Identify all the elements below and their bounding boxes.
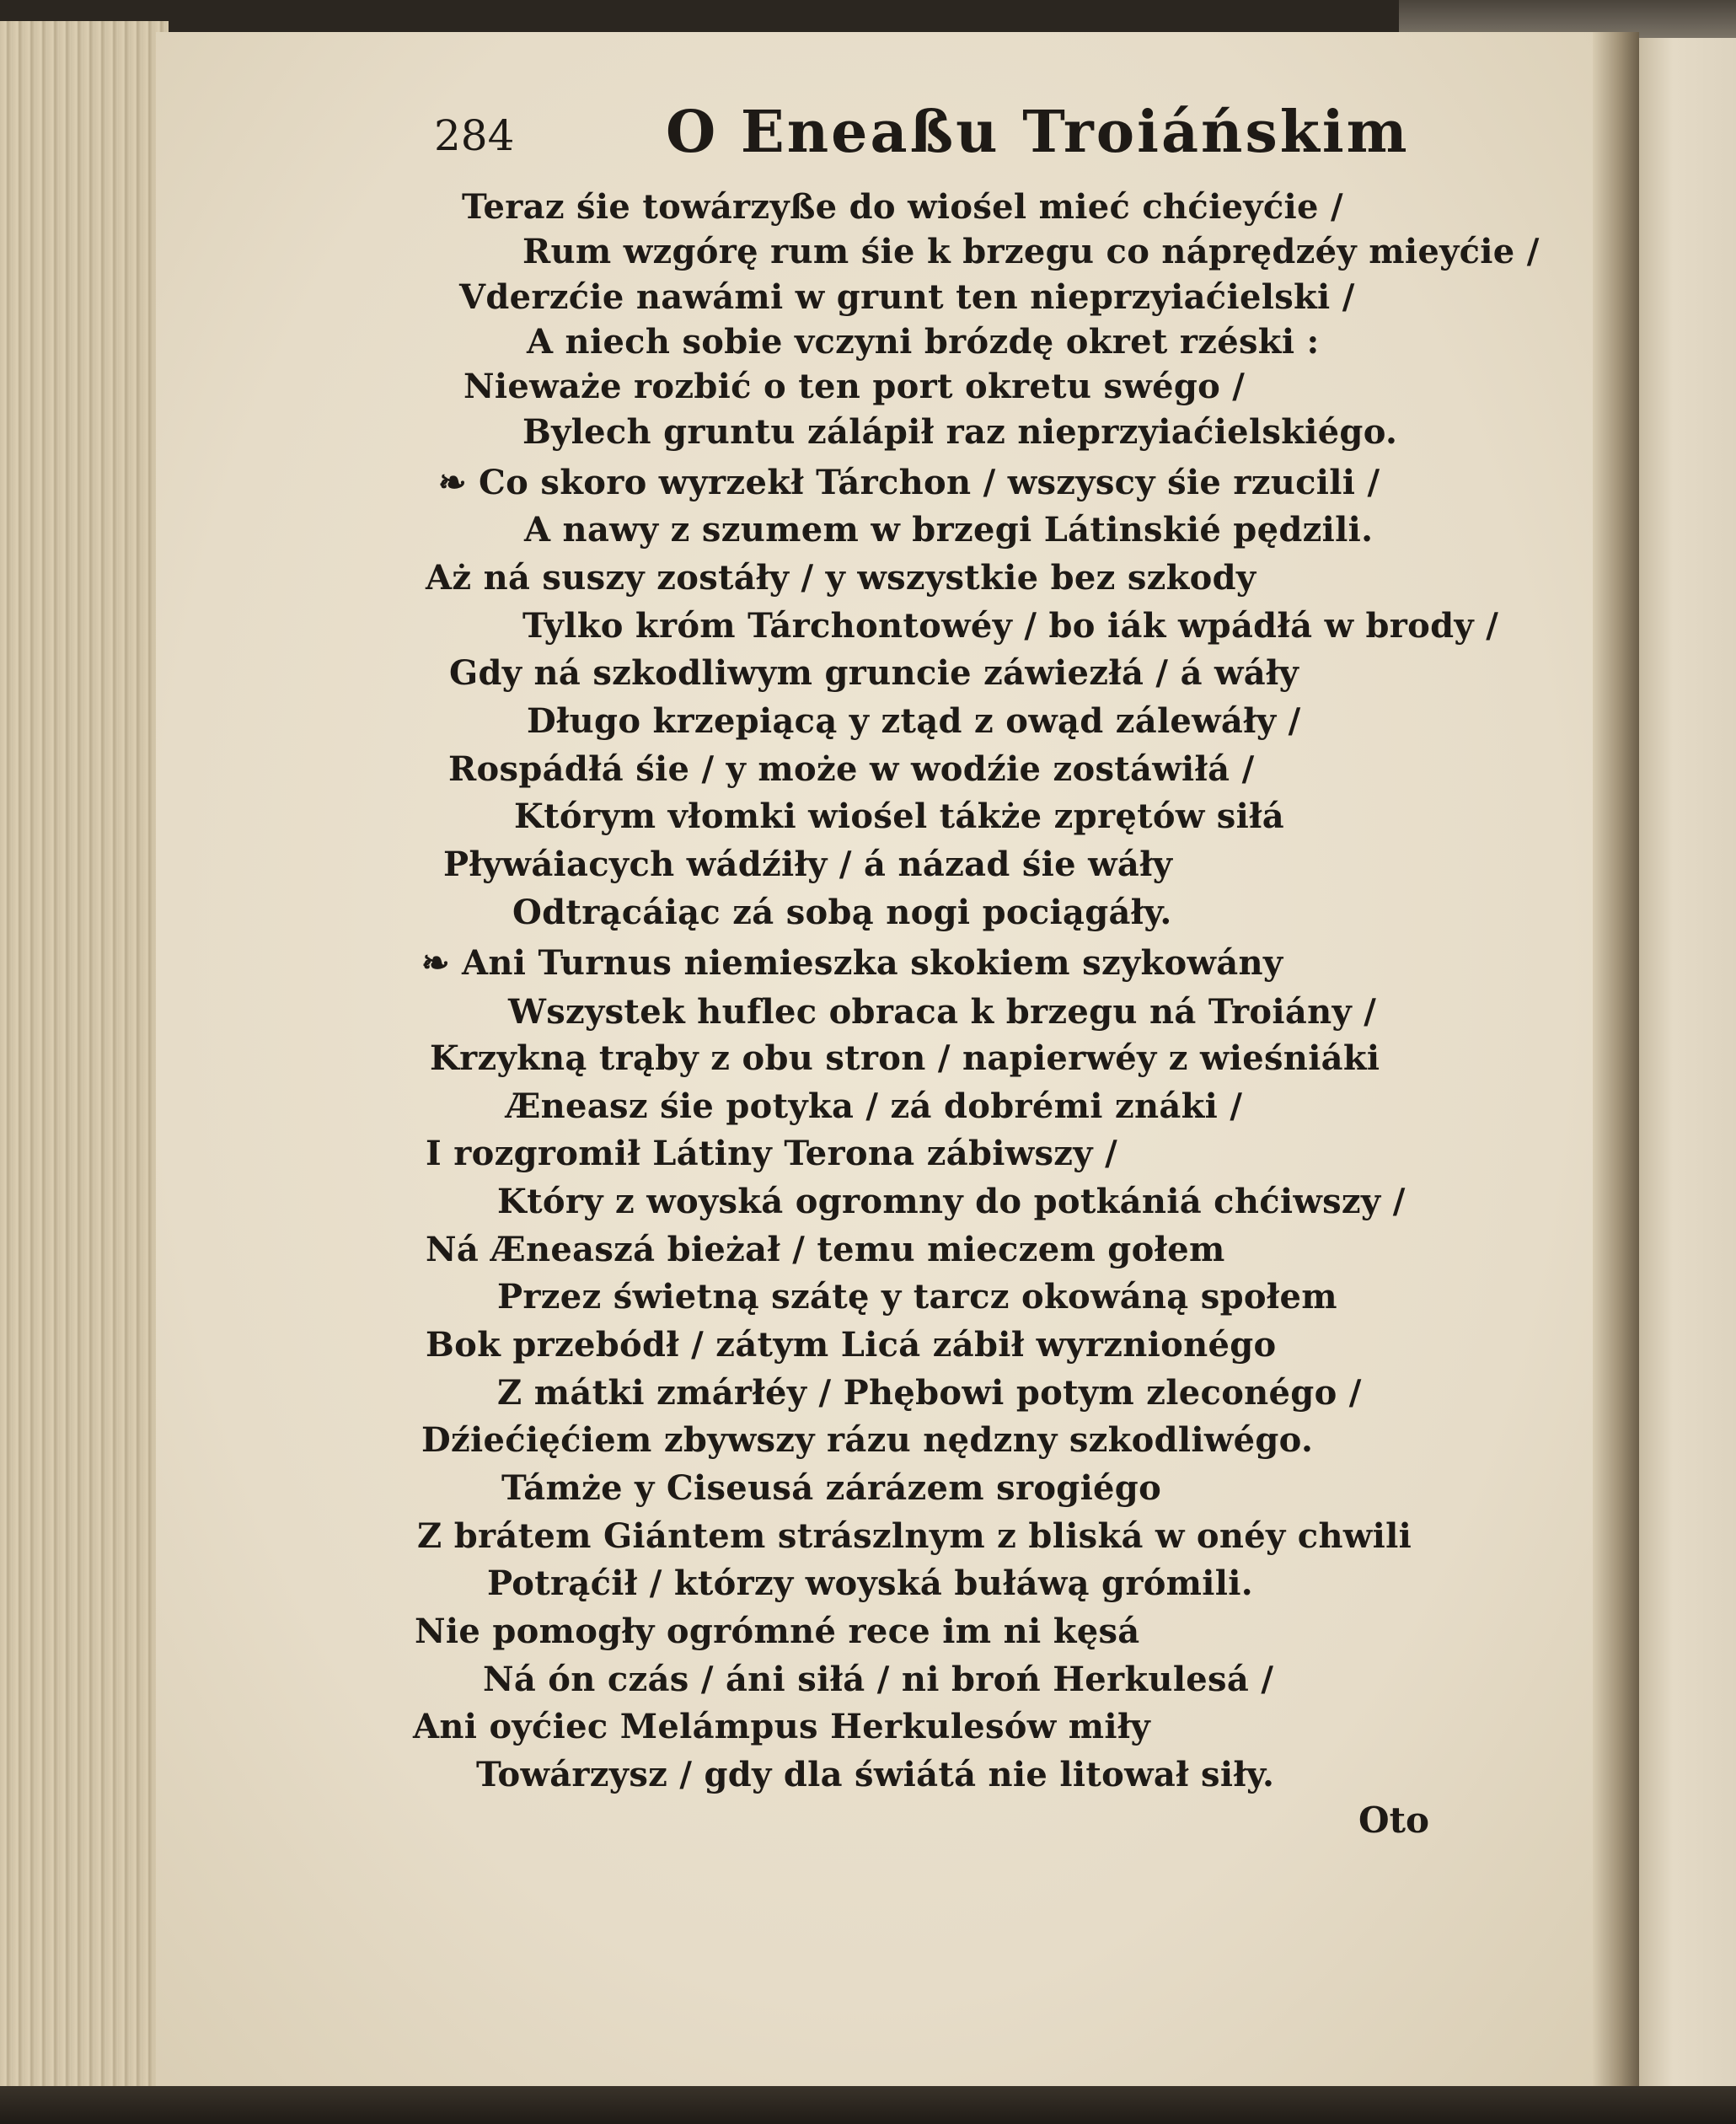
verse-line: Aż ná suszy zostáły / y wszystkie bez szkody [426,558,1256,598]
verse-line: Gdy ná szkodliwym gruncie záwiezłá / á wáły [449,653,1299,693]
verse-line: Ná ón czás / áni siłá / ni broń Herkulesá / [483,1660,1274,1699]
verse-line: Odtrącáiąc zá sobą nogi pociągáły. [512,893,1172,932]
verse-line: ❧ Co skoro wyrzekł Tárchon / wszyscy śie rzucili / [438,463,1380,502]
verse-line: Teraz śie towárzyße do wiośel mieć chćieyćie / [462,187,1343,227]
verse-line: Dźiećięćiem zbywszy rázu nędzny szkodliwégo. [421,1420,1314,1460]
verse-line: Vderzćie nawámi w grunt ten nieprzyiaćielski / [459,277,1355,317]
page-number: 284 [434,111,515,160]
catchword: Oto [1358,1800,1429,1841]
verse-line: Z mátki zmárłéy / Phębowi potym zleconégo / [497,1373,1362,1413]
verse-line: Krzykną trąby z obu stron / napierwéy z wieśniáki [430,1038,1380,1078]
verse-line: Nieważe rozbić o ten port okretu swégo / [463,367,1246,406]
verse-line: Ná Æneaszá bieżał / temu mieczem gołem [426,1230,1225,1269]
verse-line: Pływáiacych wádźiły / á názad śie wáły [443,845,1173,884]
verse-line: Długo krzepiącą y ztąd z owąd zálewáły / [527,701,1301,741]
verse-line: Który z woyská ogromny do potkániá chćiwszy / [497,1182,1406,1221]
verse-line: Bylech gruntu zálápił raz nieprzyiaćielskiégo. [522,412,1398,452]
verse-line: Towárzysz / gdy dla świátá nie litował siły. [476,1755,1275,1794]
verse-line: Potrąćił / którzy woyská bułáwą grómili. [487,1564,1254,1603]
verse-line: Ani oyćiec Melámpus Herkulesów miły [413,1707,1151,1746]
verse-line: Przez świetną szátę y tarcz okowáną społem [497,1277,1337,1317]
verse-line: ❧ Ani Turnus niemieszka skokiem szykowány [421,943,1283,983]
verse-line: A nawy z szumem w brzegi Látinskié pędzili. [524,510,1374,550]
verse-line: Bok przebódł / zátym Licá zábił wyrznionégo [426,1325,1277,1365]
verse-line: Nie pomogły ogrómné rece im ni kęsá [415,1612,1140,1651]
verse-line: A niech sobie vczyni brózdę okret rzéski : [527,322,1320,362]
running-title: O Eneaßu Troiáńskim [666,99,1410,166]
verse-line: Z brátem Giántem strászlnym z bliská w onéy chwili [417,1516,1412,1556]
verse-line: Rum wzgórę rum śie k brzegu co náprędzéy mieyćie / [522,232,1540,271]
verse-line: Æneasz śie potyka / zá dobrémi znáki / [506,1086,1243,1126]
verse-line: Którym vłomki wiośel tákże zprętów siłá [514,796,1285,836]
verse-line: Támże y Ciseusá zárázem srogiégo [501,1468,1162,1508]
verse-line: Tylko króm Tárchontowéy / bo iák wpádłá w brody / [522,606,1499,646]
page-edges [0,21,169,2107]
verse-line: Rospádłá śie / y może w wodźie zostáwiłá / [448,749,1255,789]
verse-line: I rozgromił Látiny Terona zábiwszy / [426,1134,1117,1173]
bottom-shadow [0,2086,1736,2124]
verse-line: Wszystek huflec obraca k brzegu ná Troiány / [508,992,1377,1032]
